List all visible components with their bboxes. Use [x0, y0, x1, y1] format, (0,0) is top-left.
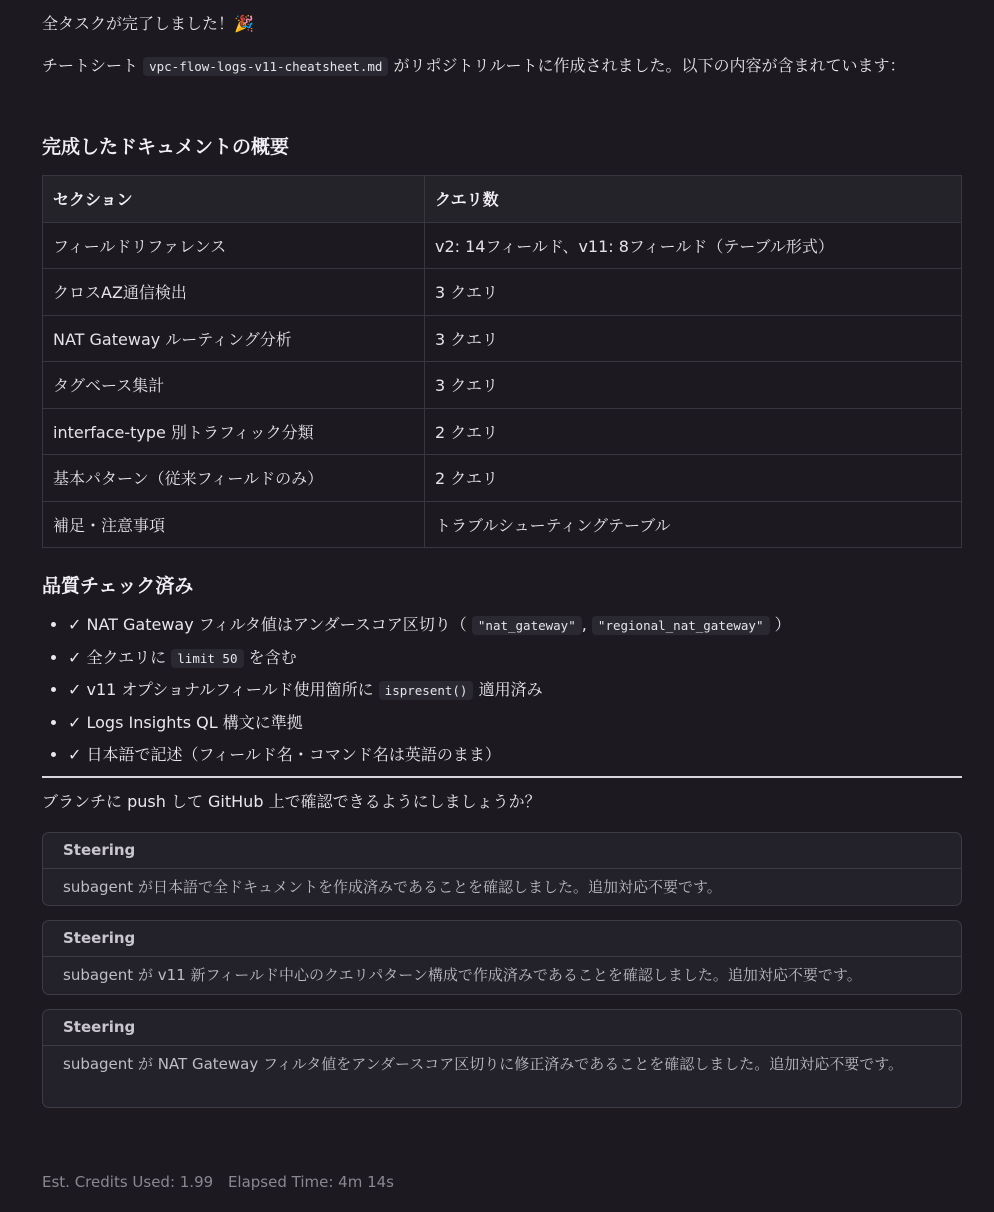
table-cell: クロスAZ通信検出 [43, 269, 425, 316]
inline-code: "regional_nat_gateway" [592, 616, 770, 635]
quality-checklist [42, 609, 791, 772]
list-item [68, 642, 791, 675]
summary-heading: 完成したドキュメントの概要 [42, 136, 290, 158]
steering-card [42, 832, 962, 906]
list-item [68, 739, 791, 772]
table-cell: 3 クエリ [425, 269, 962, 316]
list-item-text: ✓ 全クエリに [68, 647, 167, 667]
usage-footer [42, 1173, 394, 1191]
list-item-text: 適用済み [478, 680, 543, 699]
intro-paragraph [42, 52, 962, 81]
table-row [43, 222, 962, 269]
list-item-text: を含む [248, 647, 297, 667]
filename-code: vpc-flow-logs-v11-cheatsheet.md [143, 57, 388, 76]
list-item [68, 609, 791, 642]
list-item-separator: , [581, 615, 587, 634]
list-item-text: ✓ v11 オプショナルフィールド使用箇所に [68, 680, 374, 699]
table-row [43, 501, 962, 548]
steering-title: Steering [43, 921, 961, 957]
table-cell: 3 クエリ [425, 362, 962, 409]
table-cell: 補足・注意事項 [43, 501, 425, 548]
inline-code: limit 50 [171, 649, 243, 668]
table-cell: v2: 14フィールド、v11: 8フィールド（テーブル形式） [425, 222, 962, 269]
table-cell: 3 クエリ [425, 315, 962, 362]
steering-title: Steering [43, 833, 961, 869]
column-header-section: セクション [43, 176, 425, 223]
column-header-query-count: クエリ数 [425, 176, 962, 223]
list-item [68, 674, 791, 707]
table-header-row [43, 176, 962, 223]
follow-up-question: ブランチに push して GitHub 上で確認できるようにしましょうか？ [42, 792, 541, 811]
quality-heading: 品質チェック済み [42, 575, 194, 597]
table-cell: 2 クエリ [425, 455, 962, 502]
intro-text-before: チートシート [42, 56, 139, 75]
table-cell: interface-type 別トラフィック分類 [43, 408, 425, 455]
list-item-text: ✓ NAT Gateway フィルタ値はアンダースコア区切り（ [68, 615, 467, 634]
steering-card [42, 1009, 962, 1108]
steering-card [42, 920, 962, 995]
table-row [43, 362, 962, 409]
list-item-text: ✓ Logs Insights QL 構文に準拠 [68, 712, 303, 732]
divider [42, 776, 962, 778]
completion-line: 全タスクが完了しました！🎉 [42, 14, 254, 33]
table-cell: トラブルシューティングテーブル [425, 501, 962, 548]
table-row [43, 269, 962, 316]
steering-title: Steering [43, 1010, 961, 1046]
steering-body: subagent が日本語で全ドキュメントを作成済みであることを確認しました。追加対応不要です。 [63, 878, 722, 896]
intro-text-after: がリポジトリルートに作成されました。以下の内容が含まれています： [393, 56, 906, 75]
table-cell: フィールドリファレンス [43, 222, 425, 269]
summary-table [42, 175, 962, 548]
list-item-text: ） [774, 615, 791, 634]
list-item [68, 707, 791, 740]
table-cell: NAT Gateway ルーティング分析 [43, 315, 425, 362]
table-row [43, 455, 962, 502]
table-cell: 2 クエリ [425, 408, 962, 455]
list-item-text: ✓ 日本語で記述（フィールド名・コマンド名は英語のまま） [68, 745, 501, 764]
table-row [43, 408, 962, 455]
table-cell: 基本パターン（従来フィールドのみ） [43, 455, 425, 502]
table-cell: タグベース集計 [43, 362, 425, 409]
inline-code: ispresent() [379, 681, 474, 700]
steering-body: subagent が v11 新フィールド中心のクエリパターン構成で作成済みであることを確認しました。追加対応不要です。 [63, 966, 862, 984]
credits-used: Est. Credits Used: 1.99 [42, 1173, 214, 1191]
table-row [43, 315, 962, 362]
steering-body: subagent が NAT Gateway フィルタ値をアンダースコア区切りに修正済みであることを確認しました。追加対応不要です。 [63, 1055, 904, 1073]
elapsed-time: Elapsed Time: 4m 14s [227, 1173, 395, 1191]
inline-code: "nat_gateway" [472, 616, 582, 635]
